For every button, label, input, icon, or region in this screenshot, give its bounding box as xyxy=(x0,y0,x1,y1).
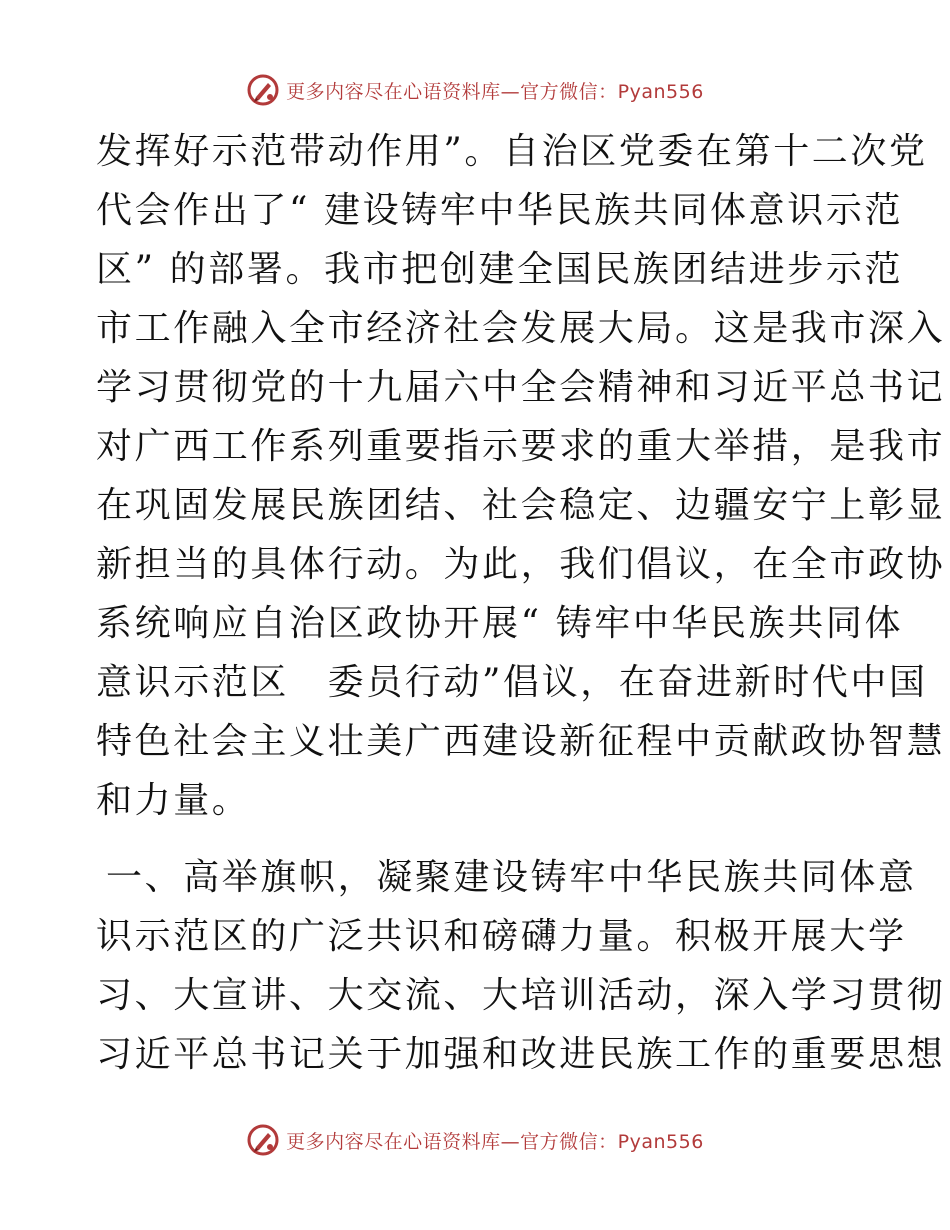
text-line: 意识示范区 委员行动”倡议，在奋进新时代中国 xyxy=(96,662,928,703)
footer-watermark xyxy=(0,1120,950,1160)
watermark-text: 更多内容尽在心语资料库—官方微信：Pyan556 xyxy=(286,80,704,103)
text-line: 习、大宣讲、大交流、大培训活动，深入学习贯彻 xyxy=(96,975,946,1016)
pen-logo-icon xyxy=(246,1123,280,1157)
text-line: 一、高举旗帜，凝聚建设铸牢中华民族共同体意 xyxy=(106,857,917,898)
text-line: 区” 的部署。我市把创建全国民族团结进步示范 xyxy=(96,249,904,290)
text-line: 识示范区的广泛共识和磅礴力量。积极开展大学 xyxy=(96,916,907,957)
watermark-text: 更多内容尽在心语资料库—官方微信：Pyan556 xyxy=(286,1130,704,1153)
text-line: 市工作融入全市经济社会发展大局。这是我市深入 xyxy=(96,308,946,349)
paragraph-spacer xyxy=(96,830,856,848)
text-line: 代会作出了“ 建设铸牢中华民族共同体意识示范 xyxy=(96,190,904,231)
text-line: 学习贯彻党的十九届六中全会精神和习近平总书记 xyxy=(96,367,946,408)
text-line: 对广西工作系列重要指示要求的重大举措，是我市 xyxy=(96,426,946,467)
text-line: 发挥好示范带动作用”。自治区党委在第十二次党 xyxy=(96,131,928,172)
header-watermark xyxy=(0,70,950,110)
paragraph-2 xyxy=(96,848,946,1084)
text-line: 和力量。 xyxy=(96,780,251,821)
text-line: 特色社会主义壮美广西建设新征程中贡献政协智慧 xyxy=(96,721,946,762)
paragraph-1 xyxy=(96,122,946,830)
text-line: 习近平总书记关于加强和改进民族工作的重要思想 xyxy=(96,1034,946,1075)
text-line: 在巩固发展民族团结、社会稳定、边疆安宁上彰显 xyxy=(96,485,946,526)
text-line: 系统响应自治区政协开展“ 铸牢中华民族共同体 xyxy=(96,603,904,644)
text-line: 新担当的具体行动。为此，我们倡议，在全市政协 xyxy=(96,544,946,585)
document-body xyxy=(96,122,946,1084)
pen-logo-icon xyxy=(246,73,280,107)
